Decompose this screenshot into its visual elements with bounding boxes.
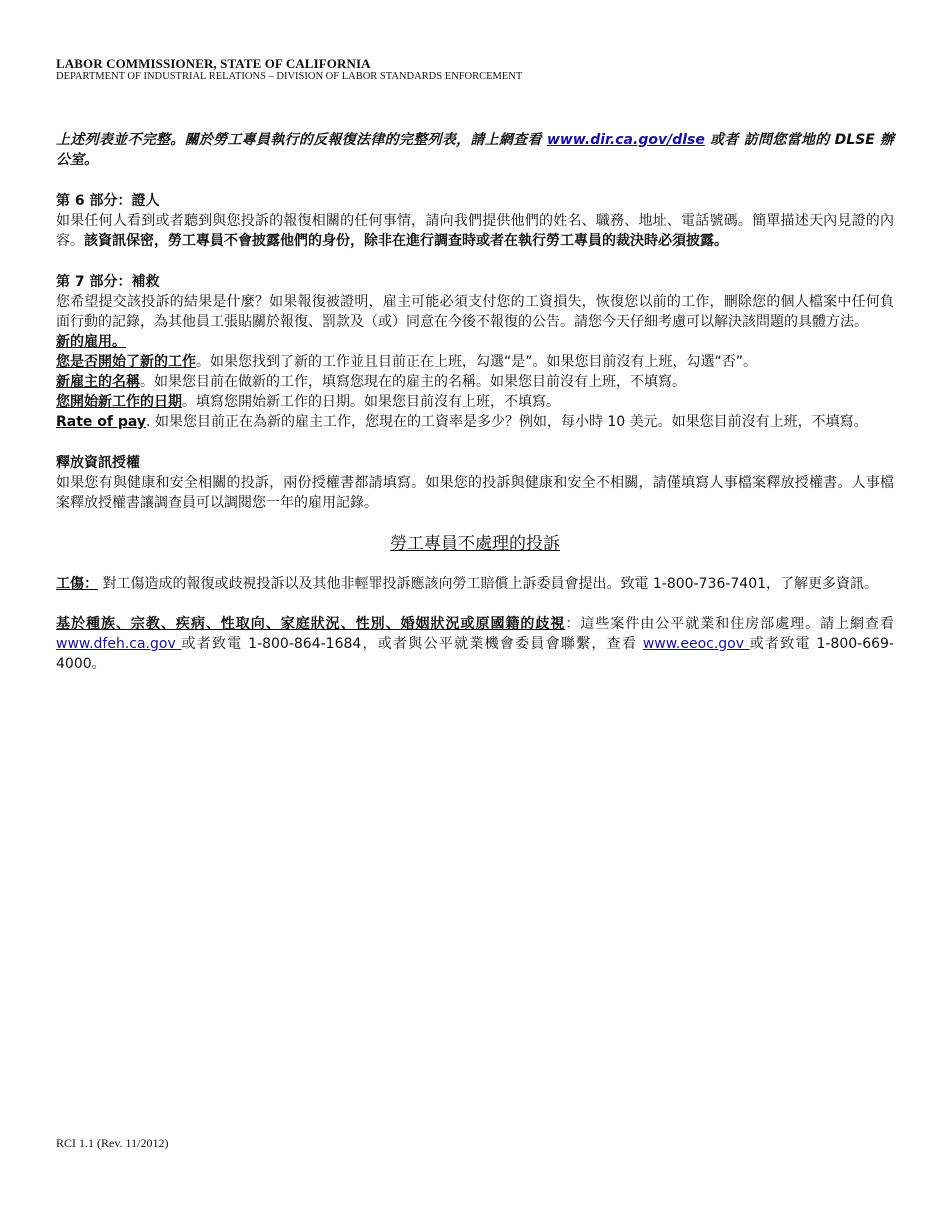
intro-paragraph: [56, 130, 894, 170]
item-label: Rate of pay: [56, 414, 147, 430]
item-text: . 如果您目前正在為新的雇主工作，您現在的工資率是多少？例如，每小時 10 美元。如果您目前沒有上班，不填寫。: [146, 414, 868, 430]
intro-text: 上述列表並不完整。關於勞工專員執行的反報復法律的完整列表，請上網查看: [56, 132, 547, 148]
discrimination-paragraph: [56, 614, 894, 674]
injury-label: 工傷：: [56, 576, 98, 592]
new-employment-item: [56, 352, 894, 372]
injury-paragraph: [56, 574, 894, 594]
item-label: 您開始新工作的日期: [56, 394, 182, 410]
discrimination-text-2: 或者致電 1-800-864-1684，或者與公平就業機會委員會聯繫，查看: [181, 636, 643, 652]
part7-heading: 第 7 部分：補救: [56, 274, 160, 290]
eeoc-link[interactable]: www.eeoc.gov: [642, 636, 750, 652]
part6-text: 如果任何人看到或者聽到與您投訴的報復相關的任何事情，請向我們提供他們的姓名、職務、地址、電話號碼。簡單描述天內見證的內容。: [56, 213, 894, 249]
form-id: RCI 1.1 (Rev. 11/2012): [56, 1136, 169, 1150]
item-text: 。如果您目前在做新的工作，填寫您現在的雇主的名稱。如果您目前沒有上班，不填寫。: [140, 374, 686, 390]
new-employment-item: [56, 372, 894, 392]
discrimination-label: 基於種族、宗教、疾病、性取向、家庭狀況、性別、婚姻狀況或原國籍的歧視: [56, 616, 566, 632]
new-employment-item: [56, 392, 894, 412]
part6-heading: 第 6 部分：證人: [56, 193, 160, 209]
intro-text-after: 或者 訪問您當地的 DLSE 辦公室。: [56, 132, 895, 168]
part6-body: [56, 211, 894, 251]
agency-title: LABOR COMMISSIONER, STATE OF CALIFORNIA: [56, 56, 371, 71]
new-employment-heading: 新的雇用。: [56, 334, 126, 350]
dlse-link[interactable]: www.dir.ca.gov/dlse: [546, 132, 705, 148]
discrimination-text: ：這些案件由公平就業和住房部處理。請上網查看: [565, 616, 895, 632]
part6-bold-text: 該資訊保密，勞工專員不會披露他們的身份，除非在進行調查時或者在執行勞工專員的裁決時必須披露。: [84, 233, 728, 249]
item-text: 。填寫您開始新工作的日期。如果您目前沒有上班，不填寫。: [182, 394, 560, 410]
release-heading: 釋放資訊授權: [56, 455, 140, 471]
part7-body: 您希望提交該投訴的結果是什麼？如果報復被證明，雇主可能必須支付您的工資損失，恢復您以前的工作，刪除您的個人檔案中任何負面行動的記錄，為其他員工張貼關於報復、罰款及（或）同意在今後不報復的公告。請您今天仔細考慮可以解決該問題的具體方法。: [56, 294, 894, 330]
document-page: [56, 56, 894, 674]
not-handled-title: 勞工專員不處理的投訴: [390, 534, 560, 554]
new-employment-item: [56, 412, 894, 432]
item-text: 。如果您找到了新的工作並且目前正在上班，勾選“是”。如果您目前沒有上班，勾選“否”。: [196, 354, 758, 370]
item-label: 您是否開始了新的工作: [56, 354, 196, 370]
discrimination-text-3: 或者致電 1-800-669-4000。: [56, 636, 894, 672]
dfeh-link[interactable]: www.dfeh.ca.gov: [56, 636, 182, 652]
agency-subtitle: DEPARTMENT OF INDUSTRIAL RELATIONS – DIVISION OF LABOR STANDARDS ENFORCEMENT: [56, 71, 523, 82]
item-label: 新雇主的名稱: [56, 374, 140, 390]
release-body: 如果您有與健康和安全相關的投訴，兩份授權書都請填寫。如果您的投訴與健康和安全不相關，請僅填寫人事檔案釋放授權書。人事檔案釋放授權書讓調查員可以調閱您一年的雇用記錄。: [56, 475, 894, 511]
injury-text: 對工傷造成的報復或歧視投訴以及其他非輕罪投訴應該向勞工賠償上訴委員會提出。致電 1-800-736-7401，了解更多資訊。: [98, 576, 879, 592]
